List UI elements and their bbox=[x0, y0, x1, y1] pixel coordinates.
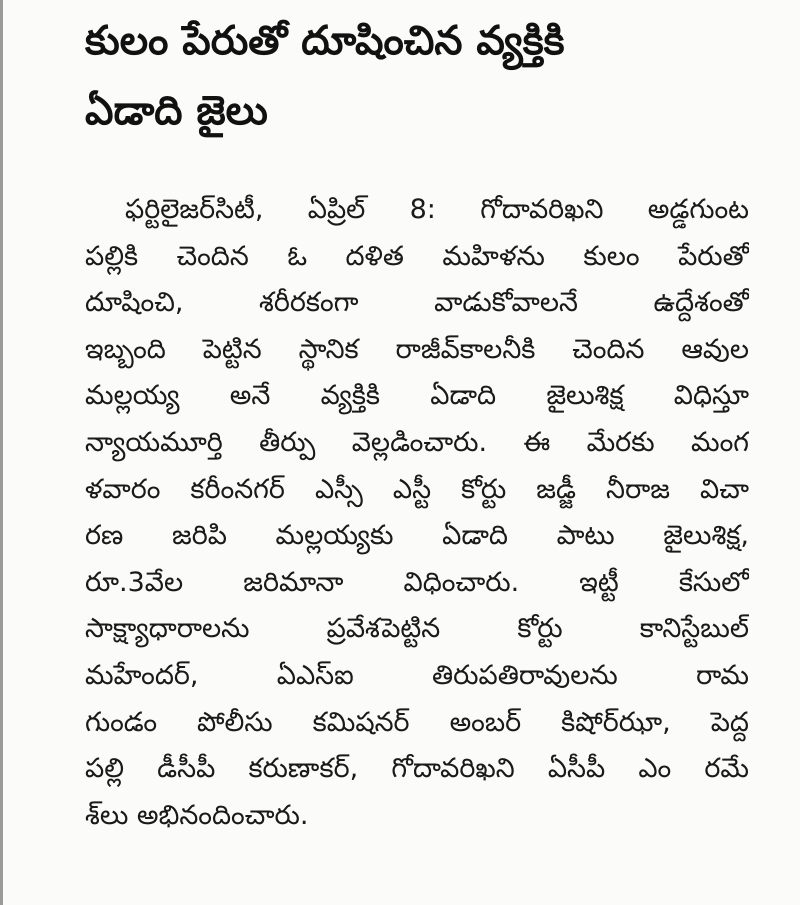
body-line: మహేందర్, ఏఎస్ఐ తిరుపతిరావులను రామ bbox=[85, 659, 749, 691]
body-line: ఇబ్బంది పెట్టిన స్థానిక రాజీవ్‌కాలనీకి చెందిన ఆవుల bbox=[85, 333, 749, 365]
body-line: రూ.3వేల జరిమానా విధించారు. ఇట్టీ కేసులో bbox=[85, 566, 749, 598]
body-line: పల్లికి చెందిన ఓ దళిత మహిళను కులం పేరుతో bbox=[85, 240, 749, 272]
body-line: రణ జరిపి మల్లయ్యకు ఏడాది పాటు జైలుశిక్ష, bbox=[85, 520, 749, 552]
headline-line: ఏడాది జైలు bbox=[85, 88, 268, 134]
body-line: దూషించి, శరీరకంగా వాడుకోవాలనే ఉద్దేశంతో bbox=[85, 287, 749, 319]
body-line: పల్లి డీసీపీ కరుణాకర్, గోదావరిఖని ఏసీపీ ఎం రమే bbox=[85, 753, 749, 785]
body-line: గుండం పోలీసు కమిషనర్ అంబర్ కిషోర్‌ఝా, పెద్ద bbox=[85, 706, 749, 738]
headline bbox=[85, 6, 785, 146]
body-line: ళవారం కరీంనగర్ ఎస్సీ ఎస్టీ కోర్టు జడ్జీ నీరాజ విచా bbox=[85, 473, 749, 505]
headline-line: కులం పేరుతో దూషించిన వ్యక్తికి bbox=[85, 18, 565, 64]
body-line: ఫర్టిలైజర్‌సిటీ, ఏప్రిల్ 8: గోదావరిఖని అడ్డగుంట bbox=[125, 194, 749, 225]
body-line: శ్‌లు అభినందించారు. bbox=[85, 799, 309, 831]
article-body bbox=[85, 187, 749, 839]
body-line: సాక్ష్యాధారాలను ప్రవేశపెట్టిన కోర్టు కానిస్టేబుల్ bbox=[85, 613, 749, 645]
body-line: న్యాయమూర్తి తీర్పు వెల్లడించారు. ఈ మేరకు మంగ bbox=[85, 426, 749, 458]
body-line: మల్లయ్య అనే వ్యక్తికి ఏడాది జైలుశిక్ష విధిస్తూ bbox=[85, 380, 749, 412]
